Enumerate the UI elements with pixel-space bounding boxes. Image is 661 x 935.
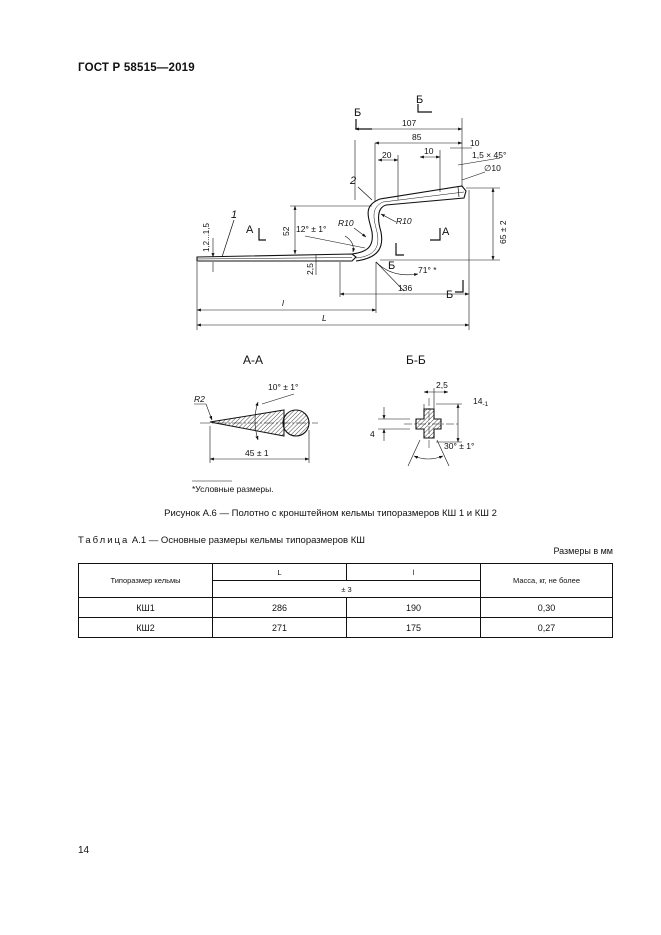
- dim-thickness: 1,2...1,5: [202, 223, 211, 252]
- dim-107: 107: [402, 118, 417, 128]
- dim-20: 20: [382, 150, 392, 160]
- callout-1: 1: [231, 209, 238, 221]
- header-tolerance: ± 3: [213, 581, 481, 598]
- section-bb-d14: $14_{-1}$: [473, 396, 489, 408]
- section-aa-title: А-А: [243, 353, 264, 367]
- dim-136: 136: [398, 283, 413, 293]
- table-title: [78, 535, 365, 546]
- cell-L: 286: [213, 598, 347, 618]
- header-type: Типоразмер кельмы: [79, 564, 213, 598]
- dim-10a: 10: [424, 146, 434, 156]
- dim-65: 65 ± 2: [498, 220, 508, 244]
- section-mark-b4: Б: [446, 289, 454, 301]
- cell-mass: 0,30: [481, 598, 613, 618]
- cell-L: 271: [213, 618, 347, 638]
- dim-l: l: [282, 298, 284, 308]
- cell-l: 175: [347, 618, 481, 638]
- cell-type: КШ2: [79, 618, 213, 638]
- figure-caption: Рисунок А.6 — Полотно с кронштейном кельмы типоразмеров КШ 1 и КШ 2: [164, 508, 497, 519]
- dim-2-5: 2,5: [305, 263, 315, 275]
- section-bb-title: Б-Б: [406, 353, 426, 367]
- table-label: Таблица: [78, 535, 130, 546]
- section-aa-length: 45 ± 1: [245, 448, 269, 458]
- document-header: ГОСТ Р 58515—2019: [78, 62, 195, 74]
- section-bb-d25: 2,5: [436, 380, 448, 390]
- footnote: *Условные размеры.: [192, 484, 274, 494]
- dim-r10-a: R10: [338, 218, 354, 228]
- dim-10b: 10: [470, 138, 480, 148]
- section-mark-a2: А: [442, 226, 450, 238]
- dimensions-table: [78, 563, 613, 638]
- dim-diameter: ∅10: [484, 163, 501, 173]
- table-row: [79, 618, 613, 638]
- section-bb-angle: 30° ± 1°: [444, 441, 475, 451]
- header-L: L: [213, 564, 347, 581]
- cell-mass: 0,27: [481, 618, 613, 638]
- dim-r10-b: R10: [396, 216, 412, 226]
- cell-l: 190: [347, 598, 481, 618]
- table-title-text: А.1 — Основные размеры кельмы типоразмеров КШ: [131, 535, 365, 546]
- section-bb-d4: 4: [370, 429, 375, 439]
- section-mark-b2: Б: [416, 94, 424, 106]
- cell-type: КШ1: [79, 598, 213, 618]
- section-mark-b3: Б: [388, 260, 396, 272]
- dim-angle-71: 71° *: [418, 265, 437, 275]
- dim-L: L: [322, 313, 327, 323]
- section-aa-r2: R2: [194, 394, 205, 404]
- callout-2: 2: [350, 175, 357, 187]
- page-number: 14: [78, 845, 90, 856]
- main-view: [197, 104, 500, 330]
- dim-52: 52: [281, 226, 291, 236]
- dim-chamfer: 1,5 × 45°: [472, 150, 507, 160]
- header-mass: Масса, кг, не более: [481, 564, 613, 598]
- table-row: [79, 598, 613, 618]
- dim-85: 85: [412, 132, 422, 142]
- units-note: Размеры в мм: [553, 546, 613, 556]
- section-mark-a1: А: [246, 224, 254, 236]
- section-mark-b1: Б: [354, 107, 362, 119]
- section-aa-angle: 10° ± 1°: [268, 382, 299, 392]
- dim-angle-12: 12° ± 1°: [296, 224, 327, 234]
- header-l: l: [347, 564, 481, 581]
- section-bb: [378, 388, 462, 466]
